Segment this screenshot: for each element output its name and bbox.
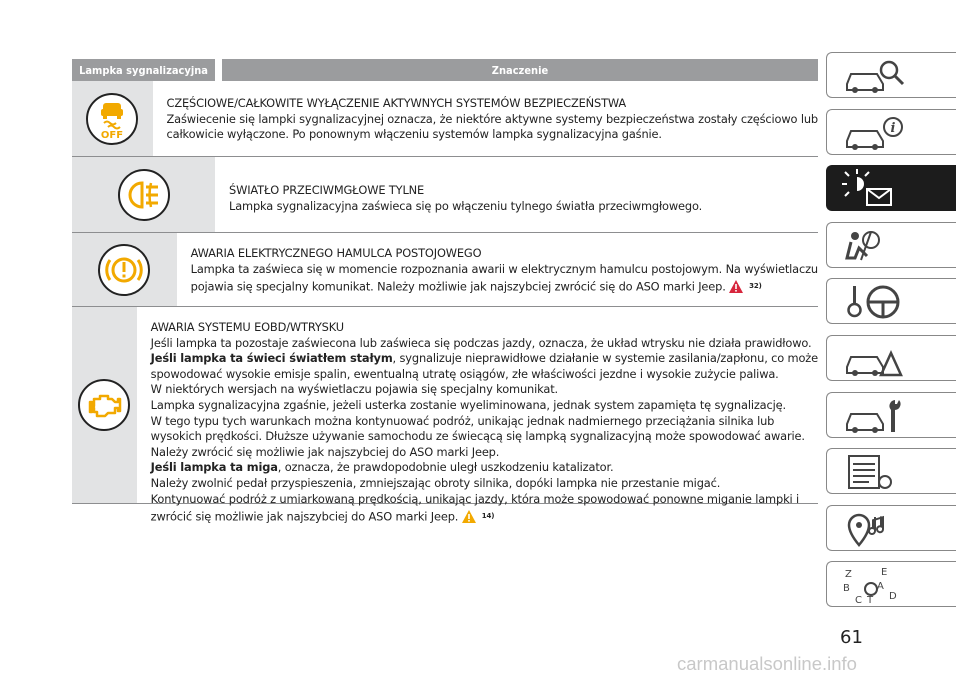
row-description (177, 233, 818, 306)
table-row (72, 157, 818, 233)
row-line: spowodować wysokie emisje spalin, ewentualną utratę osiągów, złe właściwości jezdne i wysokie zużycie paliwa. (150, 366, 779, 381)
warning-reference (462, 509, 495, 525)
rear-fog-lamp-icon (118, 169, 170, 221)
row-line: Lampka ta zaświeca się w momencie rozpoznania awarii w elektrycznym hamulcu postojowym. Na wyświetlaczu (190, 261, 818, 276)
icon-cell (72, 157, 215, 232)
airbag-passenger-icon (841, 226, 911, 266)
row-line: , sygnalizuje nieprawidłowe działanie w systemie zasilania/zapłonu, co może (392, 351, 818, 366)
row-line: Lampka sygnalizacyjna zgaśnie, jeżeli usterka zostanie wyeliminowana, jednak system zapamięta tę sygnalizację. (150, 397, 786, 412)
svg-text:i: i (890, 120, 896, 136)
row-description (153, 81, 818, 156)
table-body (72, 81, 818, 524)
tab-car-search[interactable] (826, 52, 956, 98)
svg-text:C: C (855, 595, 862, 606)
tab-starting-driving[interactable] (826, 278, 956, 324)
reference-number: 14) (481, 512, 495, 521)
document-list-icon (841, 452, 911, 492)
svg-text:D: D (889, 591, 897, 603)
warning-reference (729, 279, 762, 295)
page-number: 61 (840, 627, 863, 648)
car-wrench-icon (841, 396, 911, 436)
steering-wheel-key-icon (841, 282, 911, 322)
svg-text:A: A (877, 581, 884, 593)
row-line: W tego typu tych warunkach można kontynuować podróż, unikając jednak nadmiernego przeciążania silnika lub (150, 413, 775, 428)
row-title: AWARIA SYSTEMU EOBD/WTRYSKU (150, 320, 344, 334)
table-row (72, 307, 818, 524)
header-meaning: Znaczenie (222, 59, 818, 81)
row-line: , oznacza, że prawdopodobnie uległ uszkodzeniu katalizator. (277, 460, 614, 475)
esc-off-icon (86, 93, 138, 145)
icon-cell (72, 233, 177, 306)
table-row (72, 233, 818, 307)
row-line: pojawia się specjalny komunikat. Należy możliwie jak najszybciej zwrócić się do ASO marki Jeep. (190, 279, 726, 294)
row-title: AWARIA ELEKTRYCZNEGO HAMULCA POSTOJOWEGO (190, 246, 482, 260)
caution-triangle-icon (462, 510, 476, 523)
header-lamp: Lampka sygnalizacyjna (72, 59, 215, 81)
row-line: zwrócić się możliwie jak najszybciej do ASO marki Jeep. (150, 509, 459, 524)
tab-safety[interactable] (826, 222, 956, 268)
row-line: Kontynuować podróż z umiarkowaną prędkością, unikając jazdy, która może spowodować ponowne miganie lampki i (150, 491, 800, 506)
row-line: Zaświecenie się lampki sygnalizacyjnej oznacza, że niektóre aktywne systemy bezpieczeństwa zostały częściowo lub (166, 111, 818, 126)
tab-warning-lights[interactable] (826, 165, 956, 211)
watermark: carmanualsonline.info (677, 653, 857, 674)
row-title: CZĘŚCIOWE/CAŁKOWITE WYŁĄCZENIE AKTYWNYCH SYSTEMÓW BEZPIECZEŃSTWA (166, 96, 627, 110)
svg-text:E: E (881, 567, 888, 579)
off-label: OFF (101, 129, 124, 141)
tab-servicing[interactable] (826, 392, 956, 438)
row-description (137, 307, 818, 524)
navigation-music-phone-icon (841, 509, 911, 549)
row-line: Należy zwrócić się możliwie jak najszybciej do ASO marki Jeep. (150, 444, 500, 459)
row-line: całkowicie wyłączone. Po ponownym włączeniu systemów lampka sygnalizacyjna gaśnie. (166, 127, 662, 142)
car-search-icon (841, 56, 911, 96)
reference-number: 32) (749, 282, 762, 291)
warning-light-message-icon (841, 169, 911, 209)
svg-text:Z: Z (845, 569, 852, 581)
tab-emergency[interactable] (826, 335, 956, 381)
row-line: Jeśli lampka ta pozostaje zaświecona lub zaświeca się podczas jazdy, oznacza, że układ wtrysku nie działa prawidłowo. (150, 335, 812, 350)
row-line: Lampka sygnalizacyjna zaświeca się po włączeniu tylnego światła przeciwmgłowego. (229, 198, 703, 213)
tab-car-info[interactable] (826, 109, 956, 155)
icon-cell (72, 307, 137, 503)
icon-cell (72, 81, 153, 156)
tab-multimedia[interactable] (826, 505, 956, 551)
tab-alphabetical-index[interactable] (826, 561, 956, 607)
table-header (72, 59, 818, 81)
bold-phrase: Jeśli lampka ta miga (150, 460, 278, 475)
row-title: ŚWIATŁO PRZECIWMGŁOWE TYLNE (229, 183, 425, 197)
table-row (72, 81, 818, 157)
check-engine-icon (78, 379, 130, 431)
row-description (215, 157, 818, 232)
car-warning-triangle-icon (841, 339, 911, 379)
alphabet-index-icon (841, 565, 911, 605)
car-info-icon (841, 113, 911, 153)
svg-text:B: B (843, 583, 850, 595)
svg-text:T: T (867, 595, 874, 606)
tab-technical-data[interactable] (826, 448, 956, 494)
row-line: wysokich prędkości. Dłuższe używanie samochodu ze świecącą się lampką sygnalizacyjną może spowodować awarie. (150, 429, 805, 444)
electric-parking-brake-failure-icon (98, 244, 150, 296)
warning-triangle-icon (729, 280, 743, 293)
bold-phrase: Jeśli lampka ta świeci światłem stałym (150, 351, 393, 366)
row-line: W niektórych wersjach na wyświetlaczu pojawia się specjalny komunikat. (150, 382, 558, 397)
row-line: Należy zwolnić pedał przyspieszenia, zmniejszając obroty silnika, dopóki lampka nie przestanie migać. (150, 475, 721, 490)
chapter-tabs (826, 52, 956, 618)
